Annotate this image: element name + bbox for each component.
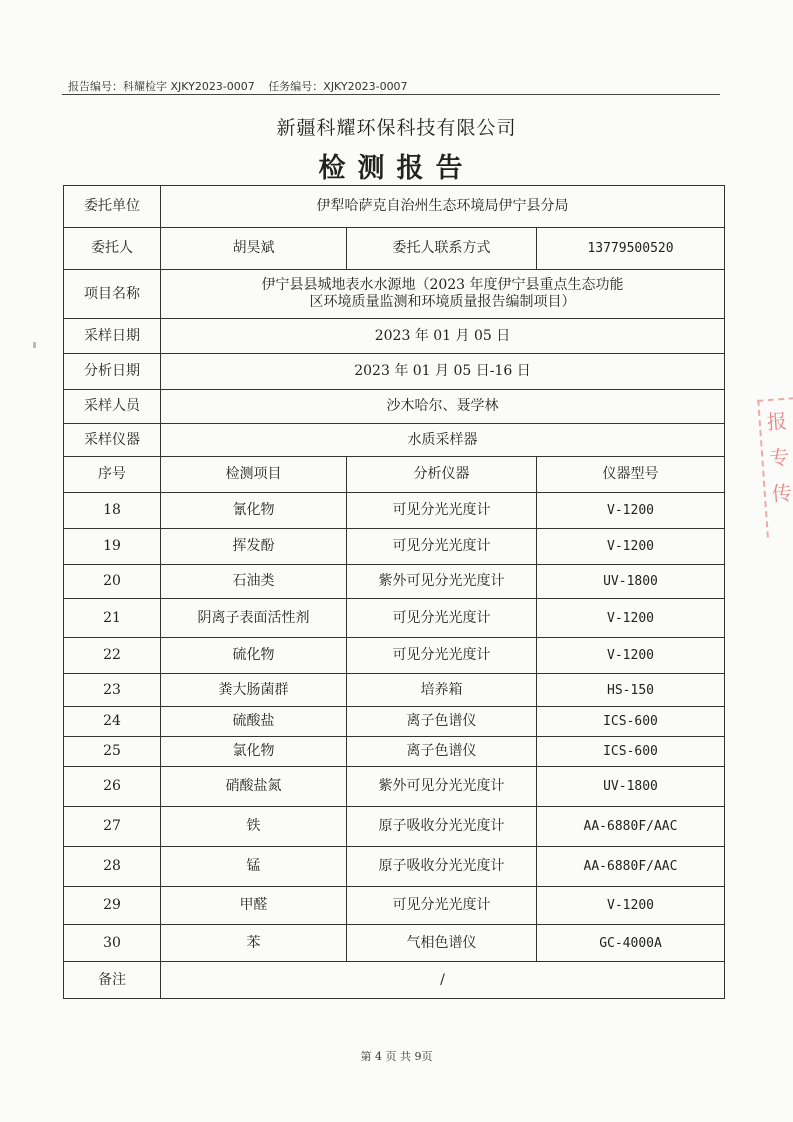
row-number: 22 <box>64 638 161 674</box>
row-number: 21 <box>64 599 161 638</box>
row-number: 19 <box>64 529 161 565</box>
analysis-instrument: 可见分光光度计 <box>347 493 537 529</box>
stamp-char: 传 <box>771 480 793 507</box>
table-row <box>64 925 725 962</box>
analysis-instrument: 可见分光光度计 <box>347 599 537 638</box>
data-rows <box>64 493 725 962</box>
instrument-model: GC-4000A <box>537 925 725 962</box>
row-number: 20 <box>64 565 161 599</box>
analysis-instrument: 原子吸收分光光度计 <box>347 847 537 887</box>
test-item: 石油类 <box>161 565 347 599</box>
table-row <box>64 887 725 925</box>
project-label: 项目名称 <box>64 270 161 319</box>
page-number: 第 4 页 共 9页 <box>360 1050 433 1063</box>
table-row <box>64 847 725 887</box>
row-number: 23 <box>64 674 161 707</box>
instrument-model: V-1200 <box>537 887 725 925</box>
analysis-instrument: 可见分光光度计 <box>347 638 537 674</box>
report-number: 报告编号：科耀检字 XJKY2023-0007 <box>68 80 255 93</box>
test-item: 硝酸盐氮 <box>161 767 347 807</box>
analysis-instrument: 紫外可见分光光度计 <box>347 565 537 599</box>
col-header-item: 检测项目 <box>161 457 347 493</box>
analysis-instrument: 离子色谱仪 <box>347 707 537 737</box>
sampler-value: 沙木哈尔、聂学林 <box>161 390 725 424</box>
client-unit-value: 伊犁哈萨克自治州生态环境局伊宁县分局 <box>161 186 725 228</box>
row-number: 29 <box>64 887 161 925</box>
row-number: 24 <box>64 707 161 737</box>
header-divider <box>62 94 720 95</box>
sampling-date-label: 采样日期 <box>64 319 161 354</box>
project-value <box>161 270 725 319</box>
report-title: 检测报告 <box>318 153 475 184</box>
stamp-char: 报 <box>765 408 788 435</box>
test-item: 挥发酚 <box>161 529 347 565</box>
report-table <box>63 185 725 999</box>
col-header-no: 序号 <box>64 457 161 493</box>
company-name: 新疆科耀环保科技有限公司 <box>276 117 517 139</box>
test-item: 硫化物 <box>161 638 347 674</box>
row-number: 27 <box>64 807 161 847</box>
test-item: 铁 <box>161 807 347 847</box>
row-number: 25 <box>64 737 161 767</box>
analysis-date-row <box>64 354 725 390</box>
analysis-instrument: 可见分光光度计 <box>347 529 537 565</box>
analysis-instrument: 可见分光光度计 <box>347 887 537 925</box>
analysis-instrument: 气相色谱仪 <box>347 925 537 962</box>
client-unit-label: 委托单位 <box>64 186 161 228</box>
client-person-value: 胡昊斌 <box>161 228 347 270</box>
stamp-char: 专 <box>768 444 791 471</box>
client-person-row <box>64 228 725 270</box>
instrument-model: V-1200 <box>537 599 725 638</box>
test-item: 硫酸盐 <box>161 707 347 737</box>
remark-label: 备注 <box>64 962 161 999</box>
table-row <box>64 737 725 767</box>
contact-value: 13779500520 <box>537 228 725 270</box>
row-number: 28 <box>64 847 161 887</box>
instrument-model: V-1200 <box>537 529 725 565</box>
table-row <box>64 707 725 737</box>
instrument-model: UV-1800 <box>537 565 725 599</box>
table-row <box>64 529 725 565</box>
table-row <box>64 638 725 674</box>
remark-row <box>64 962 725 999</box>
instrument-model: AA-6880F/AAC <box>537 847 725 887</box>
analysis-instrument: 培养箱 <box>347 674 537 707</box>
remark-value: / <box>161 962 725 999</box>
sampling-date-row <box>64 319 725 354</box>
table-row <box>64 599 725 638</box>
table-row <box>64 674 725 707</box>
test-item: 氯化物 <box>161 737 347 767</box>
contact-label: 委托人联系方式 <box>347 228 537 270</box>
sampler-label: 采样人员 <box>64 390 161 424</box>
analysis-instrument: 紫外可见分光光度计 <box>347 767 537 807</box>
col-header-model: 仪器型号 <box>537 457 725 493</box>
project-line-2: 区环境质量监测和环境质量报告编制项目） <box>309 294 576 310</box>
scan-mark <box>33 342 36 348</box>
instrument-label: 采样仪器 <box>64 424 161 457</box>
test-item: 粪大肠菌群 <box>161 674 347 707</box>
instrument-model: HS-150 <box>537 674 725 707</box>
table-row <box>64 767 725 807</box>
test-item: 苯 <box>161 925 347 962</box>
sampling-date-value: 2023 年 01 月 05 日 <box>161 319 725 354</box>
project-line-1: 伊宁县县城地表水水源地（2023 年度伊宁县重点生态功能 <box>261 277 624 293</box>
task-number: 任务编号：XJKY2023-0007 <box>268 80 408 93</box>
client-person-label: 委托人 <box>64 228 161 270</box>
report-header <box>68 78 418 94</box>
table-row <box>64 565 725 599</box>
instrument-model: ICS-600 <box>537 737 725 767</box>
instrument-model: AA-6880F/AAC <box>537 807 725 847</box>
analysis-date-value: 2023 年 01 月 05 日-16 日 <box>161 354 725 390</box>
table-row <box>64 493 725 529</box>
row-number: 26 <box>64 767 161 807</box>
analysis-instrument: 原子吸收分光光度计 <box>347 807 537 847</box>
instrument-model: V-1200 <box>537 638 725 674</box>
col-header-instrument: 分析仪器 <box>347 457 537 493</box>
test-item: 氰化物 <box>161 493 347 529</box>
client-unit-row <box>64 186 725 228</box>
project-row <box>64 270 725 319</box>
test-item: 阴离子表面活性剂 <box>161 599 347 638</box>
column-header-row <box>64 457 725 493</box>
red-stamp-fragment <box>757 396 793 537</box>
instrument-model: V-1200 <box>537 493 725 529</box>
test-item: 甲醛 <box>161 887 347 925</box>
analysis-date-label: 分析日期 <box>64 354 161 390</box>
test-item: 锰 <box>161 847 347 887</box>
row-number: 30 <box>64 925 161 962</box>
instrument-row <box>64 424 725 457</box>
analysis-instrument: 离子色谱仪 <box>347 737 537 767</box>
instrument-value: 水质采样器 <box>161 424 725 457</box>
instrument-model: UV-1800 <box>537 767 725 807</box>
instrument-model: ICS-600 <box>537 707 725 737</box>
table-row <box>64 807 725 847</box>
row-number: 18 <box>64 493 161 529</box>
sampler-row <box>64 390 725 424</box>
